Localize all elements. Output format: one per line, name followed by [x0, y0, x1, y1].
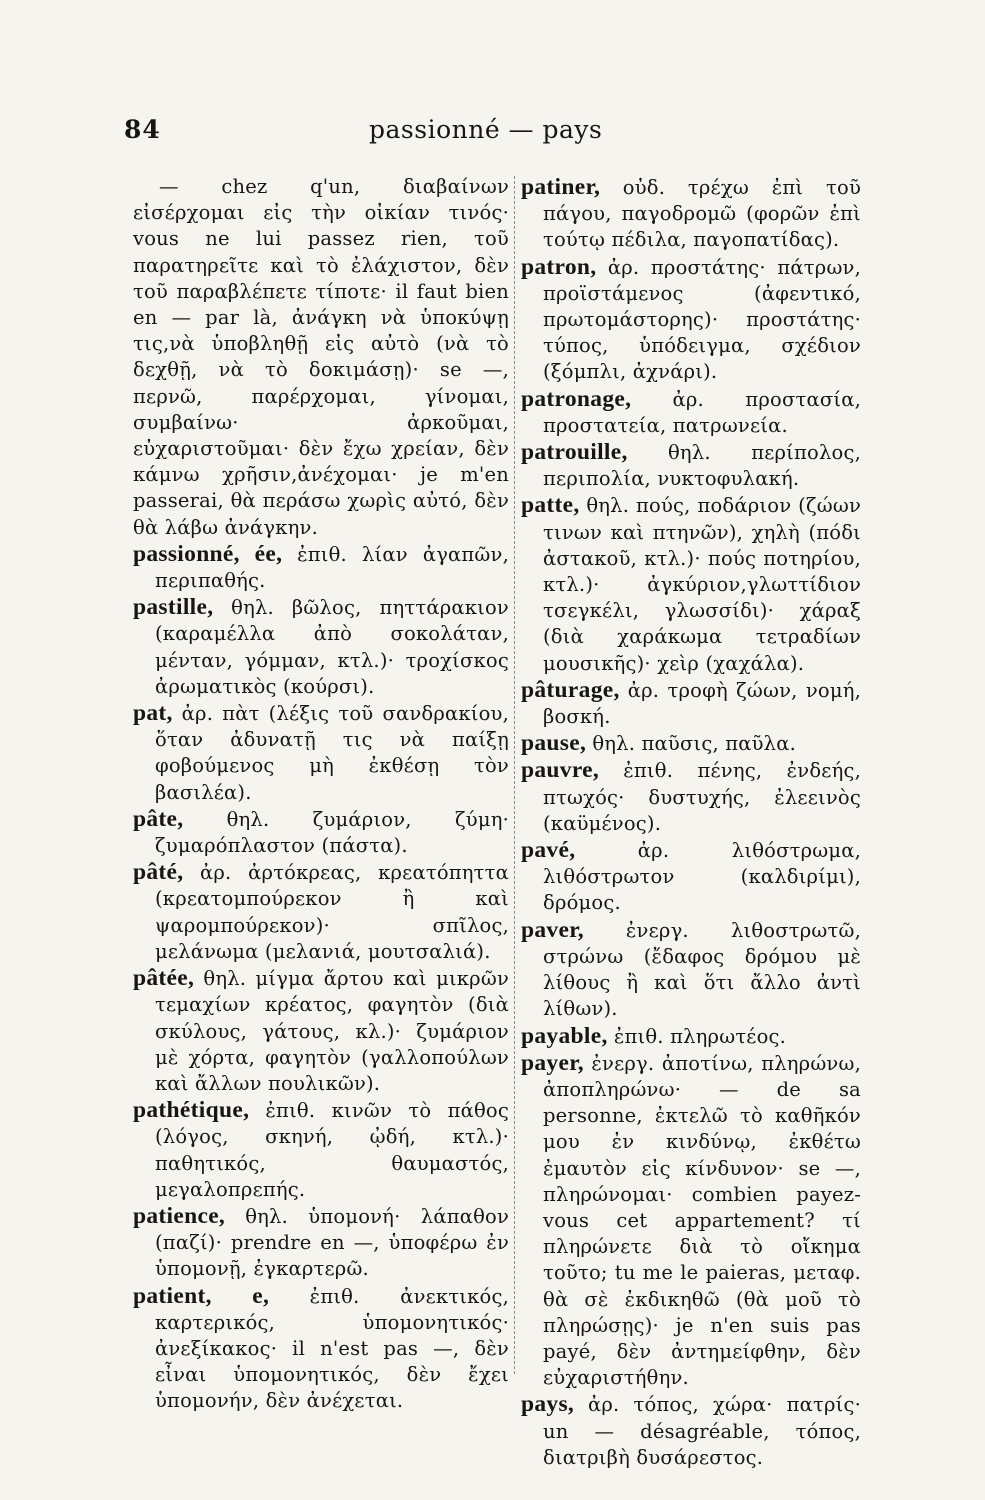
entry-headword: payable,: [521, 1022, 608, 1049]
column-divider: [514, 176, 515, 1374]
dictionary-entry: [521, 439, 862, 492]
entry-definition: θηλ. παῦσις, παῦλα.: [592, 732, 796, 756]
dictionary-entry: [521, 916, 861, 1023]
entry-headword: pauvre,: [521, 757, 600, 784]
dictionary-entry: [133, 594, 509, 700]
entry-definition: θηλ. πούς, ποδάριον (ζώων τινων καὶ πτηνῶν), χηλὴ (πόδι ἀστακοῦ, κτλ.)· πούς ποτηρίου, κτλ.)· ἀγκύριον,γλωττίδιον τσεγκέλι, γλωσσίδι)· χάραξ (διὰ χαράκωμα τετραδίων μουσικῆς)· χεὶρ (χαχάλα).: [543, 494, 862, 675]
running-head: passionné — pays: [369, 115, 603, 144]
entry-headword: pavé,: [521, 837, 576, 864]
dictionary-entry: [133, 1282, 510, 1415]
dictionary-entry: [521, 174, 861, 254]
dictionary-entry: [521, 253, 861, 386]
entry-definition: ἐπιθ. ἀνεκτικός, καρτερικός, ὑπομονητικός· ἀνεξίκακος· il n'est pas —, δὲν εἶναι ὑπομονητικός, δὲν ἔχει ὑπομονήν, δὲν ἀνέχεται.: [155, 1284, 510, 1413]
entry-headword: patron,: [521, 253, 597, 280]
dictionary-entry: [521, 385, 861, 439]
entry-definition: ἐνεργ. λιθοστρωτῶ, στρώνω (ἔδαφος δρόμου μὲ λίθους ἢ καὶ ὅτι ἄλλο ἀντὶ λίθων).: [543, 918, 861, 1021]
entry-definition: ἐπιθ. πένης, ἐνδεής, πτωχός· δυστυχής, ἐλεεινὸς (καϋμένος).: [543, 759, 861, 835]
dictionary-entry: [133, 540, 509, 594]
right-column: [521, 174, 861, 1471]
entry-definition: θηλ. μίγμα ἄρτου καὶ μικρῶν τεμαχίων κρέατος, φαγητὸν (διὰ σκύλους, γάτους, κλ.)· ζυμάριον μὲ χόρτα, φαγητὸν (γαλλοπούλων καὶ ἄλλων πουλικῶν).: [155, 967, 510, 1095]
entry-headword: patiner,: [521, 174, 601, 200]
entry-headword: pause,: [521, 730, 587, 757]
dictionary-entry: [521, 1049, 861, 1392]
entry-definition: ἀρ. λιθόστρωμα, λιθόστρωτον (καλδιρίμι), δρόμος.: [543, 839, 861, 915]
left-column: [133, 174, 509, 1415]
dictionary-entry: [521, 730, 861, 757]
entry-headword: pâte,: [133, 805, 184, 832]
dictionary-entry: [521, 757, 861, 837]
entry-definition: θηλ. ὑπομονή· λάπαθον (παζί)· prendre en —, ὑποφέρω ἐν ὑπομονῇ, ἐγκαρτερῶ.: [155, 1204, 510, 1281]
entry-definition: οὐδ. τρέχω ἐπὶ τοῦ πάγου, παγοδρομῶ (φορῶν ἐπὶ τούτῳ πέδιλα, παγοπατίδας).: [543, 176, 861, 252]
dictionary-entry: [133, 174, 509, 541]
entry-headword: patient, e,: [133, 1282, 270, 1309]
dictionary-entry: [521, 1022, 861, 1050]
entry-headword: pâtée,: [133, 965, 195, 992]
dictionary-entry: [133, 700, 509, 806]
entry-headword: pat,: [133, 700, 173, 727]
dictionary-entry: [133, 805, 509, 859]
entry-headword: pastille,: [133, 594, 214, 621]
entry-headword: patte,: [521, 492, 580, 519]
entry-headword: patience,: [133, 1202, 226, 1229]
entry-headword: pays,: [521, 1391, 575, 1418]
entry-definition: — chez q'un, διαβαίνων εἰσέρχομαι εἰς τὴν οἰκίαν τινός· vous ne lui passez rien, τοῦ παρατηρεῖτε καὶ τὸ ἐλάχιστον, δὲν τοῦ παραβλέπετε τίποτε· il faut bien en — par là, ἀνάγκη νὰ ὑποκύψῃ τις,νὰ ὑποβληθῇ εἰς αὐτὸ (νὰ τὸ δεχθῇ, νὰ τὸ δοκιμάσῃ)· se —, περνῶ, παρέρχομαι, γίνομαι, συμβαίνω· ἀρκοῦμαι, εὐχαριστοῦμαι· δὲν ἔχω χρείαν, δὲν κάμνω χρῆσιν,ἀνέχομαι· je m'en passerai, θὰ περάσω χωρὶς αὐτό, δὲν θὰ λάβω ἀνάγκην.: [133, 175, 509, 539]
entry-headword: passionné, ée,: [133, 540, 283, 567]
entry-definition: θηλ. περίπολος, περιπολία, νυκτοφυλακή.: [543, 441, 862, 491]
dictionary-entry: [133, 965, 510, 1097]
dictionary-entry: [133, 1202, 510, 1283]
entry-headword: patrouille,: [521, 439, 628, 466]
entry-definition: ἀρ. προστάτης· πάτρων, προϊστάμενος (ἀφεντικό, πρωτομάστορης)· προστάτης· τύπος, ὑπόδειγμα, σχέδιον (ξόμπλι, ἀχνάρι).: [543, 255, 861, 384]
page-number: 84: [124, 115, 161, 144]
entry-headword: paver,: [521, 916, 584, 943]
dictionary-entry: [521, 676, 861, 730]
entry-definition: ἀρ. πὰτ (λέξις τοῦ σανδρακίου, ὅταν ἀδυνατῇ τις νὰ παίξῃ φοβούμενος μὴ ἐκθέσῃ τὸν βασιλέα).: [155, 702, 509, 804]
dictionary-entry: [133, 859, 509, 965]
entry-definition: ἐπιθ. πληρωτέος.: [613, 1024, 787, 1048]
entry-definition: ἐπιθ. κινῶν τὸ πάθος (λόγος, σκηνή, ᾠδή, κτλ.)· παθητικός, θαυμαστός, μεγαλοπρεπής.: [155, 1099, 509, 1201]
entry-headword: pâturage,: [521, 676, 620, 703]
entry-definition: ἀρ. τροφὴ ζώων, νομή, βοσκή.: [543, 678, 861, 729]
entry-definition: ἐνεργ. ἀποτίνω, πληρώνω, ἀποπληρώνω· — de sa personne, ἐκτελῶ τὸ καθῆκόν μου ἐν κινδύνῳ, ἐκθέτω ἐμαυτὸν εἰς κίνδυνον· se —, πληρώνομαι· combien payez-vous cet appartement? τί πληρώνετε διὰ τὸ οἴκημα τοῦτο; tu me le paieras, μεταφ. θὰ σὲ ἐκδικηθῶ (θὰ μοῦ τὸ πληρώσῃς)· je n'en suis pas payé, δὲν ἀντημείφθην, δὲν εὐχαριστήθην.: [543, 1051, 861, 1390]
dictionary-entry: [521, 1391, 862, 1471]
entry-definition: ἀρ. προστασία, προστατεία, πατρωνεία.: [543, 387, 861, 437]
entry-headword: pathétique,: [133, 1097, 250, 1124]
entry-definition: ἀρ. τόπος, χώρα· πατρίς· un — désagréable, τόπος, διατριβὴ δυσάρεστος.: [543, 1393, 862, 1469]
entry-definition: ἐπιθ. λίαν ἀγαπῶν, περιπαθής.: [155, 542, 509, 593]
entry-headword: patronage,: [521, 385, 632, 412]
dictionary-entry: [521, 837, 861, 917]
entry-headword: pâté,: [133, 859, 184, 886]
entry-definition: θηλ. ζυμάριον, ζύμη· ζυμαρόπλαστον (πάστα).: [155, 807, 509, 858]
dictionary-entry: [133, 1097, 509, 1203]
entry-headword: payer,: [521, 1049, 584, 1076]
entry-definition: θηλ. βῶλος, πηττάρακιον (καραμέλλα ἀπὸ σοκολάταν, μένταν, γόμμαν, κτλ.)· τροχίσκος ἀρωματικὸς (κούρσι).: [155, 596, 509, 698]
entry-definition: ἀρ. ἀρτόκρεας, κρεατόπηττα (κρεατομπούρεκον ἢ καὶ ψαρομπούρεκον)· σπῖλος, μελάνωμα (μελανιά, μουτσαλιά).: [155, 861, 509, 963]
dictionary-entry: [521, 492, 862, 676]
